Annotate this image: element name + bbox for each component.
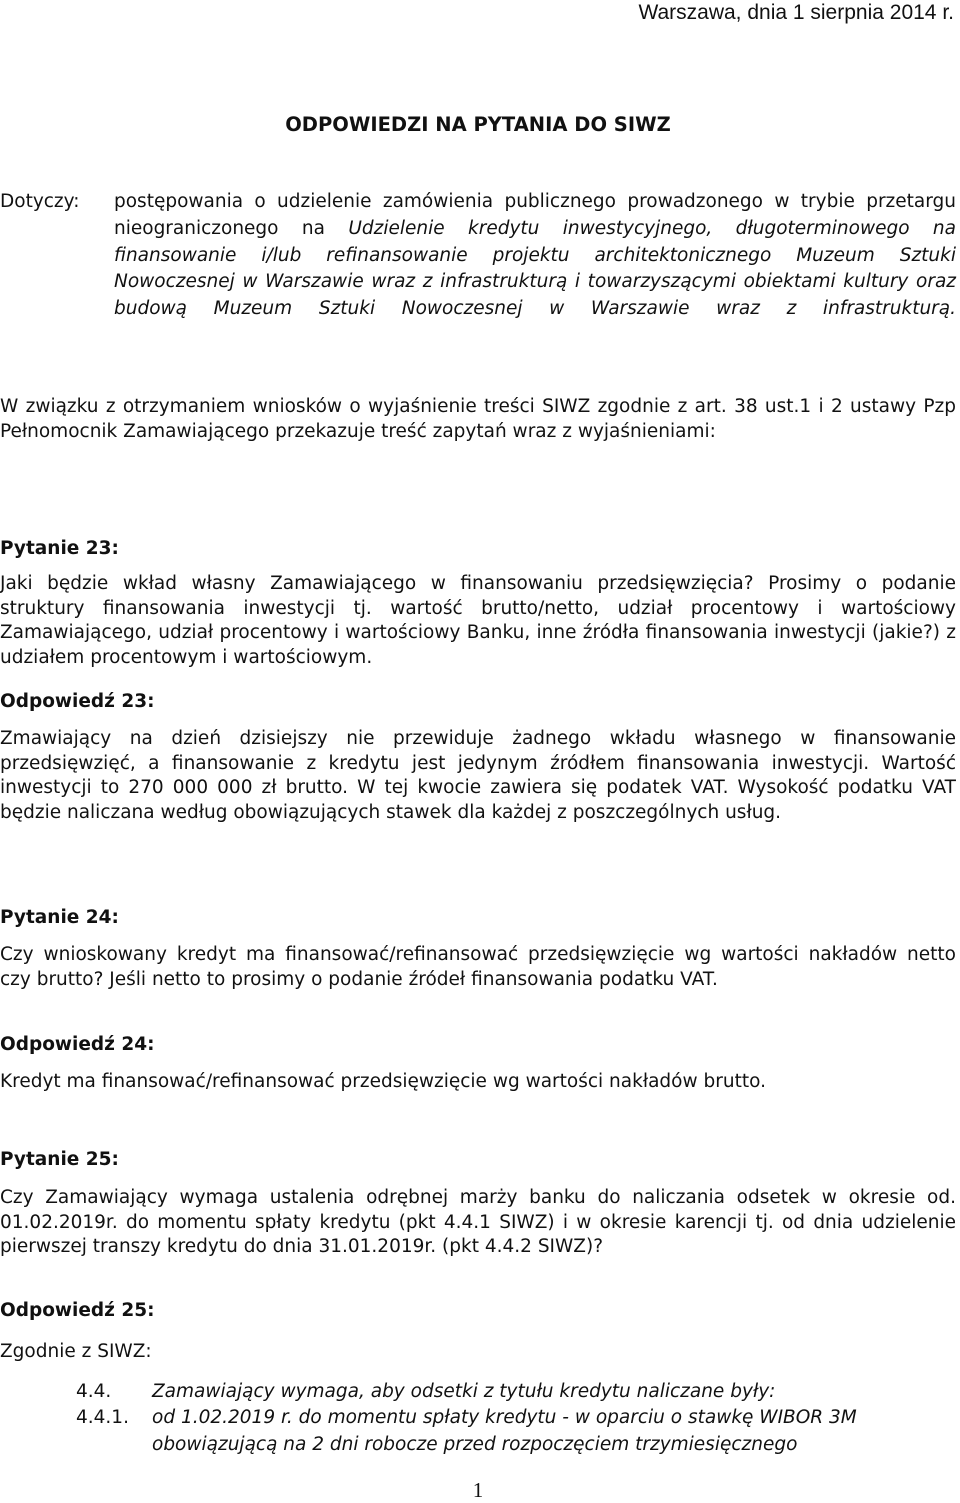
list-item-text: od 1.02.2019 r. do momentu spłaty kredytu - w oparciu o stawkę WIBOR 3M obowiązującą na 2 dni robocze przed rozpoczęciem trzymiesięcznego xyxy=(152,1407,857,1455)
question-23-text: Jaki będzie wkład własny Zamawiającego w finansowaniu przedsięwzięcia? Prosimy o podanie struktury finansowania inwestycji tj. wartość brutto/netto, udział procentowy i wartościowy Zamawiającego, udział procentowy i wartościowy Banku, inne źródła finansowania inwestycji (jakie?) z udziałem procentowym i wartościowym. xyxy=(0,573,956,668)
question-25-label: Pytanie 25: xyxy=(0,1149,119,1170)
answer-25-text: Zgodnie z SIWZ: xyxy=(0,1341,152,1362)
list-item xyxy=(76,1405,956,1458)
list-item-number: 4.4.1. xyxy=(76,1407,129,1429)
subject-label: Dotyczy: xyxy=(0,191,80,212)
siwz-quote-list xyxy=(76,1379,956,1458)
question-24-label: Pytanie 24: xyxy=(0,907,119,928)
date-line: Warszawa, dnia 1 sierpnia 2014 r. xyxy=(638,1,954,24)
answer-23-text: Zmawiający na dzień dzisiejszy nie przewiduje żadnego wkładu własnego w finansowanie przedsięwzięć, a finansowanie z kredytu jest jedynym źródłem finansowania inwestycji. Wartość inwestycji to 270 000 000 zł brutto. W tej kwocie zawiera się podatek VAT. Wysokość podatku VAT będzie naliczana według obowiązujących stawek dla każdej z poszczególnych usług. xyxy=(0,728,956,823)
answer-24-label: Odpowiedź 24: xyxy=(0,1034,155,1055)
subject-text-italic: Udzielenie kredytu inwestycyjnego, długoterminowego na finansowanie i/lub refinansowanie projektu architektonicznego Muzeum Sztuki Nowoczesnej w Warszawie wraz z infrastrukturą i towarzyszącymi obiektami kultury oraz budową Muzeum Sztuki Nowoczesnej w Warszawie wraz z infrastrukturą. xyxy=(114,217,956,320)
page-number: 1 xyxy=(472,1478,484,1502)
question-23-label: Pytanie 23: xyxy=(0,538,119,559)
subject-block xyxy=(0,189,956,323)
intro-paragraph: W związku z otrzymaniem wniosków o wyjaśnienie treści SIWZ zgodnie z art. 38 ust.1 i 2 ustawy Pzp Pełnomocnik Zamawiającego przekazuje treść zapytań wraz z wyjaśnieniami: xyxy=(0,396,956,442)
question-24-text: Czy wnioskowany kredyt ma finansować/refinansować przedsięwzięcie wg wartości nakładów netto czy brutto? Jeśli netto to prosimy o podanie źródeł finansowania podatku VAT. xyxy=(0,944,956,990)
list-item-text: Zamawiający wymaga, aby odsetki z tytułu kredytu naliczane były: xyxy=(152,1381,776,1402)
document-title: ODPOWIEDZI NA PYTANIA DO SIWZ xyxy=(285,113,671,136)
answer-24-text: Kredyt ma finansować/refinansować przedsięwzięcie wg wartości nakładów brutto. xyxy=(0,1071,766,1092)
answer-25-label: Odpowiedź 25: xyxy=(0,1300,155,1321)
answer-23-label: Odpowiedź 23: xyxy=(0,691,155,712)
list-item-number: 4.4. xyxy=(76,1381,112,1402)
subject-text xyxy=(114,189,956,323)
list-item xyxy=(76,1379,956,1405)
subject-text-plain: postępowania o udzielenie zamówienia publicznego prowadzonego w trybie przetargu nieograniczonego na xyxy=(114,191,956,239)
question-25-text: Czy Zamawiający wymaga ustalenia odrębnej marży banku do naliczania odsetek w okresie od. 01.02.2019r. do momentu spłaty kredytu (pkt 4.4.1 SIWZ) i w okresie karencji tj. od dnia udzielenie pierwszej transzy kredytu do dnia 31.01.2019r. (pkt 4.4.2 SIWZ)? xyxy=(0,1187,956,1258)
